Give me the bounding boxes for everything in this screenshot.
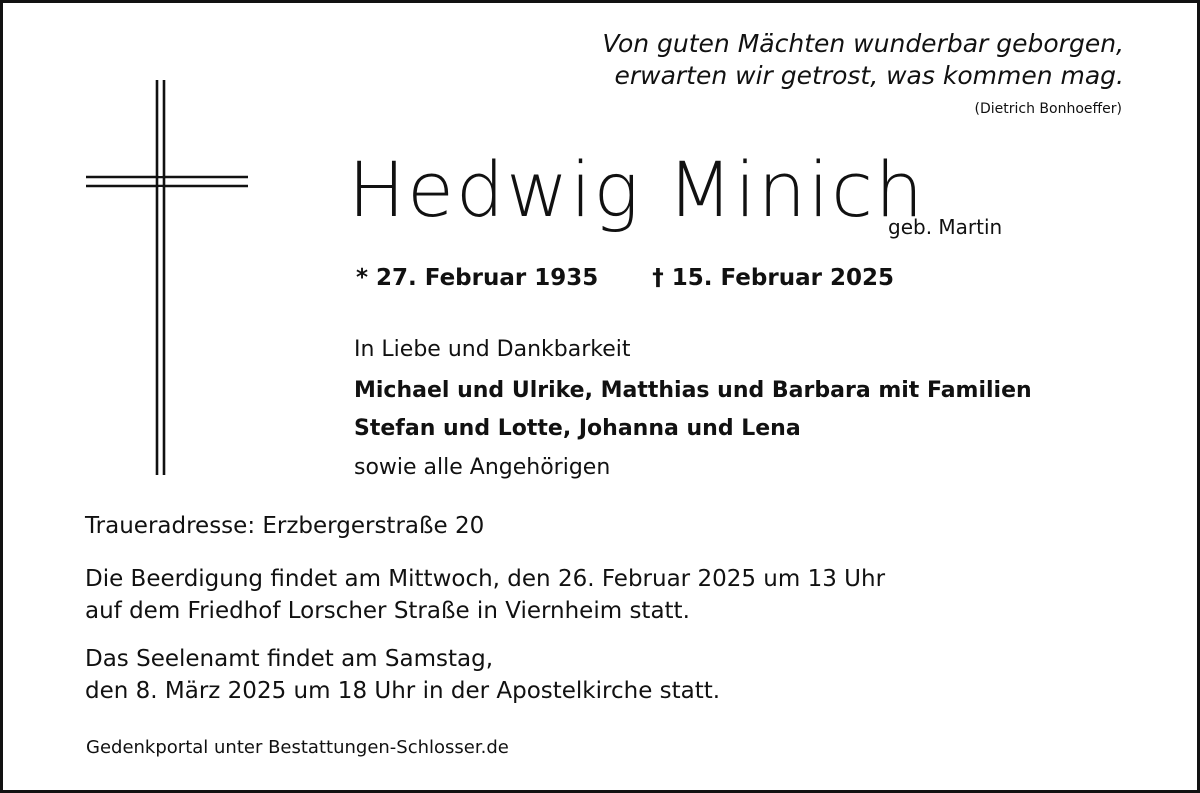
- burial-line-2: auf dem Friedhof Lorscher Straße in Viernheim statt.: [85, 598, 690, 624]
- death-date: † 15. Februar 2025: [652, 265, 894, 291]
- other-relatives: sowie alle Angehörigen: [354, 455, 611, 480]
- quote-line-1: Von guten Mächten wunderbar geborgen,: [602, 29, 1124, 58]
- quote-author: (Dietrich Bonhoeffer): [974, 101, 1122, 117]
- burial-line-1: Die Beerdigung findet am Mittwoch, den 26. Februar 2025 um 13 Uhr: [85, 566, 886, 592]
- cross-icon: [84, 80, 250, 480]
- life-dates: [356, 265, 894, 291]
- maiden-name: geb. Martin: [888, 215, 1003, 239]
- family-line-1: Michael und Ulrike, Matthias und Barbara mit Familien: [354, 378, 1032, 403]
- requiem-line-1: Das Seelenamt findet am Samstag,: [85, 646, 494, 672]
- deceased-name: Hedwig Minich: [348, 145, 926, 234]
- mourners-intro: In Liebe und Dankbarkeit: [354, 337, 631, 362]
- family-line-2: Stefan und Lotte, Johanna und Lena: [354, 416, 801, 441]
- bible-quote: [602, 28, 1124, 92]
- quote-line-2: erwarten wir getrost, was kommen mag.: [614, 61, 1124, 90]
- requiem-line-2: den 8. März 2025 um 18 Uhr in der Apostelkirche statt.: [85, 678, 721, 704]
- mourning-address: Traueradresse: Erzbergerstraße 20: [85, 513, 485, 539]
- memorial-portal-note: Gedenkportal unter Bestattungen-Schlosser.de: [86, 737, 509, 758]
- birth-date: * 27. Februar 1935: [356, 265, 599, 291]
